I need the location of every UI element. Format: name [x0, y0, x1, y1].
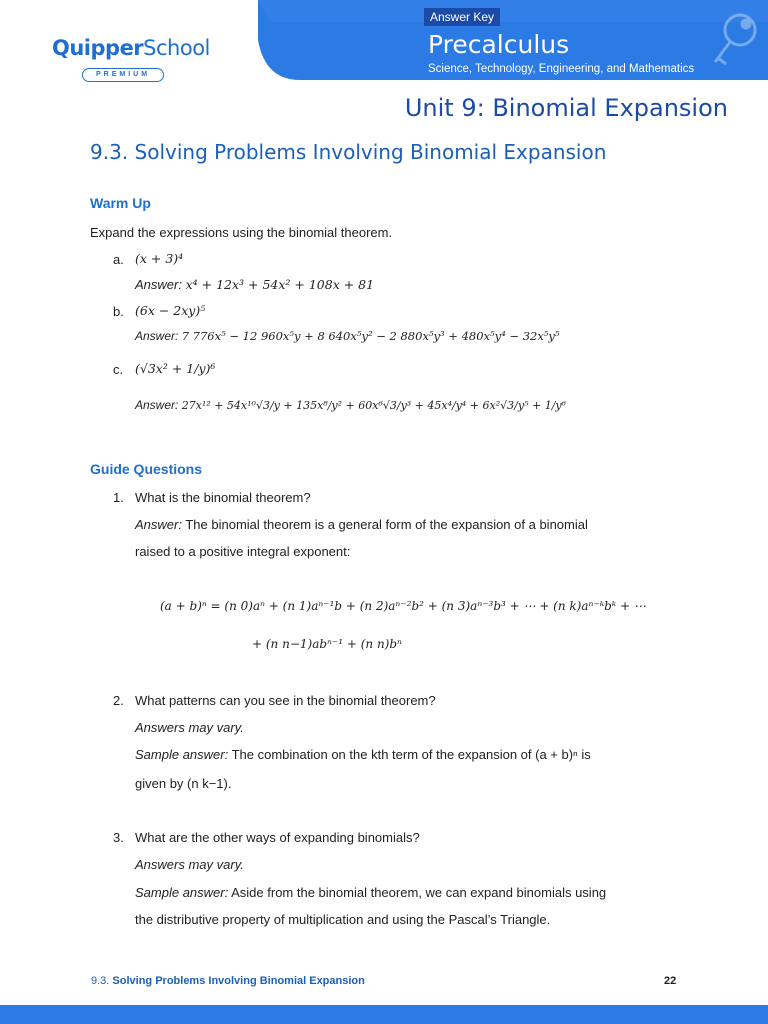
q3-sample-b: the distributive property of multiplication and using the Pascal’s Triangle. [135, 912, 551, 927]
strand-text: Science, Technology, Engineering, and Mathematics [428, 63, 695, 75]
q2-sample-a [135, 747, 591, 762]
q2-number: 2. [113, 693, 124, 708]
quipper-school-logo [52, 36, 210, 78]
q3-number: 3. [113, 830, 124, 845]
answer-label: Answer: [135, 517, 182, 532]
q1-answer-text: The binomial theorem is a general form of the expansion of a binomial [185, 517, 588, 532]
item-a-label: a. [113, 252, 124, 267]
unit-title: Unit 9: Binomial Expansion [404, 94, 728, 122]
footer-section: 9.3. [91, 975, 110, 987]
warm-up-heading: Warm Up [90, 195, 151, 211]
item-a-answer [135, 277, 374, 292]
q1-text: What is the binomial theorem? [135, 490, 311, 505]
q3-vary: Answers may vary. [135, 857, 244, 872]
logo-school: School [143, 36, 210, 60]
q1-answer-b: raised to a positive integral exponent: [135, 544, 351, 559]
logo-brand: Quipper [52, 36, 144, 60]
item-b-answer [135, 329, 560, 343]
guide-questions-heading: Guide Questions [90, 461, 203, 477]
answer-label: Answer: [135, 277, 182, 292]
sample-label: Sample answer: [135, 747, 229, 762]
answer-label: Answer: [135, 329, 179, 343]
item-b-label: b. [113, 304, 124, 319]
answer-label: Answer: [135, 398, 179, 412]
item-a-expr: (x + 3)⁴ [135, 251, 184, 266]
item-c-answer [135, 398, 566, 412]
footer-lesson [91, 975, 365, 987]
footer-bar [0, 1005, 768, 1024]
q2-text: What patterns can you see in the binomial theorem? [135, 693, 436, 708]
q1-number: 1. [113, 490, 124, 505]
item-c-label: c. [113, 362, 124, 377]
q3-text: What are the other ways of expanding binomials? [135, 830, 420, 845]
footer-title: Solving Problems Involving Binomial Expansion [112, 975, 365, 987]
premium-badge: PREMIUM [82, 68, 164, 82]
answer-value: 27x¹² + 54x¹⁰√3/y + 135x⁸/y² + 60x⁶√3/y³ + 45x⁴/y⁴ + 6x²√3/y⁵ + 1/y⁶ [181, 399, 567, 412]
lesson-title: 9.3. Solving Problems Involving Binomial Expansion [90, 140, 607, 164]
sample-label: Sample answer: [135, 885, 229, 900]
q2-sample-b: given by (n k−1). [135, 776, 232, 791]
q2-vary: Answers may vary. [135, 720, 244, 735]
q1-answer-a [135, 517, 588, 532]
page-number: 22 [664, 975, 677, 987]
subject-title: Precalculus [428, 30, 570, 59]
q3-sample-a [135, 885, 606, 900]
binomial-formula-line1: (a + b)ⁿ = (n 0)aⁿ + (n 1)aⁿ⁻¹b + (n 2)aⁿ⁻²b² + (n 3)aⁿ⁻³b³ + ⋯ + (n k)aⁿ⁻ᵏbᵏ + ⋯ [160, 599, 646, 613]
q2-sample-text: The combination on the kth term of the expansion of (a + b)ⁿ is [231, 747, 591, 762]
item-c-expr: (√3x² + 1/y)⁶ [135, 361, 216, 376]
q3-sample-text: Aside from the binomial theorem, we can expand binomials using [231, 885, 607, 900]
item-b-expr: (6x − 2xy)⁵ [135, 303, 206, 318]
answer-key-badge: Answer Key [424, 8, 500, 26]
binomial-formula-line2: + (n n−1)abⁿ⁻¹ + (n n)bⁿ [252, 637, 402, 651]
answer-value: x⁴ + 12x³ + 54x² + 108x + 81 [185, 277, 375, 292]
warm-up-instruction: Expand the expressions using the binomial theorem. [90, 225, 393, 240]
logo-text [52, 36, 210, 60]
answer-value: 7 776x⁵ − 12 960x⁵y + 8 640x⁵y² − 2 880x⁵y³ + 480x⁵y⁴ − 32x⁵y⁵ [181, 329, 560, 343]
